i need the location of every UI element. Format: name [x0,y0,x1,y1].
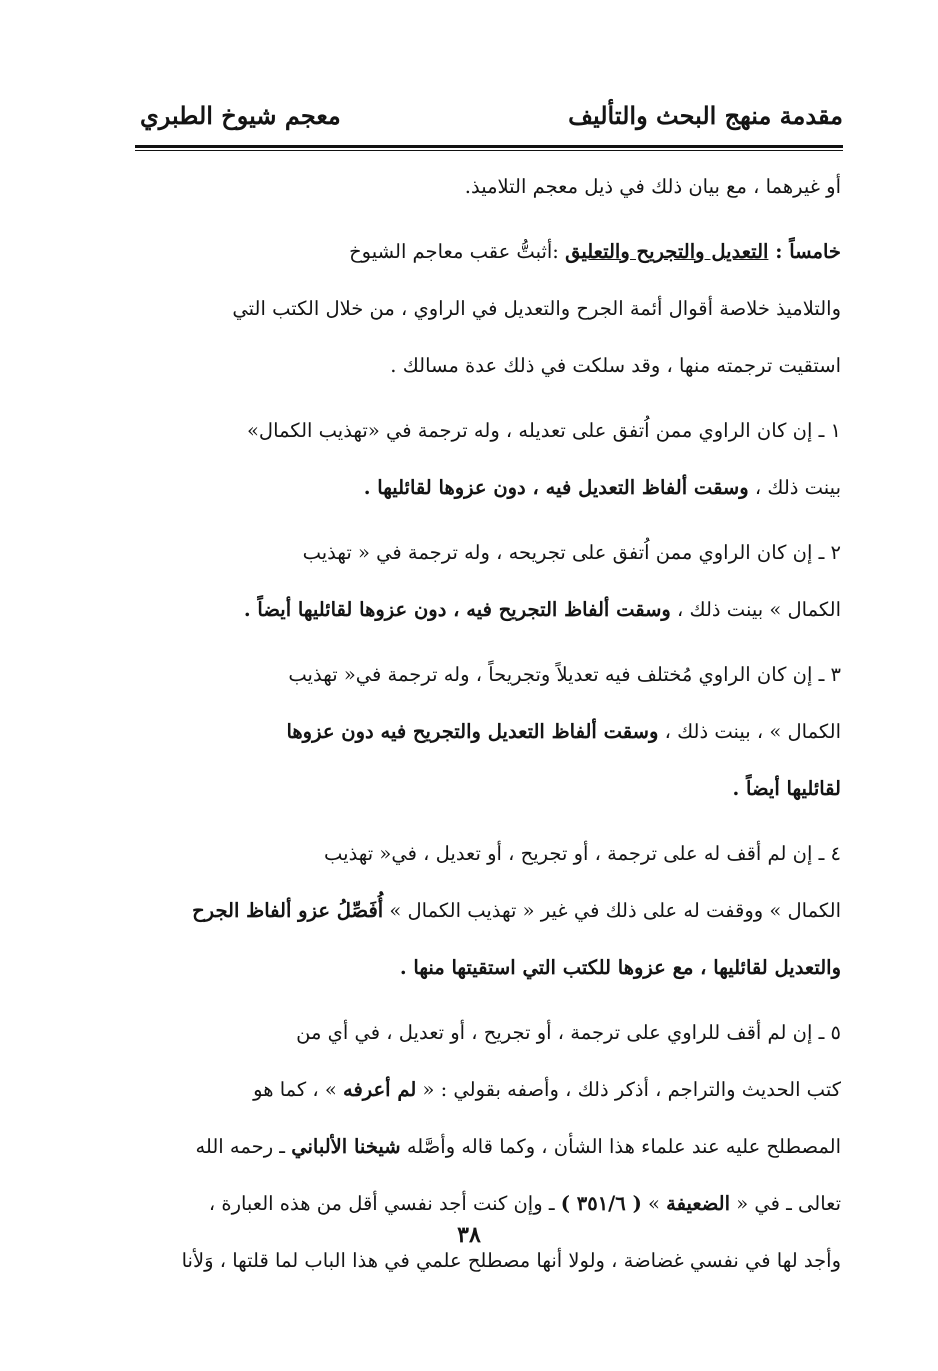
text-line [136,280,841,337]
header-left-title: معجم شيوخ الطبري [140,101,341,130]
bold-text: وسقت ألفاظ التجريح فيه ، دون عزوها لقائليها أيضاً . [243,598,671,621]
header-right-title: مقدمة منهج البحث والتأليف [568,101,843,130]
text-run: استقيت ترجمته منها ، وقد سلكت في ذلك عدة مسالك . [390,354,841,377]
text-run: ٥ ـ إن لم أقف للراوي على ترجمة ، أو تجريح ، أو تعديل ، في أي من [296,1021,841,1044]
text-line [136,1118,841,1175]
text-line [136,459,841,516]
bold-text: وسقت ألفاظ التعديل والتجريح فيه دون عزوها [286,720,659,743]
text-run: :أثبتُّ عقب معاجم الشيوخ [349,240,566,263]
text-line [136,882,841,939]
text-run: كتب الحديث والتراجم ، أذكر ذلك ، وأصفه بقولي : « [416,1078,841,1101]
text-run: » ، كما هو [253,1078,344,1101]
underlined-heading: التعديل والتجريح والتعليق [565,240,769,263]
text-run: ـ وإن كنت أجد نفسي أقل من هذه العبارة ، [208,1192,561,1215]
text-run: الكمال » بينت ذلك ، [670,598,841,621]
bold-text: شيخنا الألباني [291,1135,401,1158]
text-run: بينت ذلك ، [748,476,841,499]
bold-text: الضعيفة [666,1192,731,1215]
text-run: تعالى ـ في « [730,1192,841,1215]
text-line [136,581,841,638]
bold-text: أُفَصِّلُ عزو ألفاظ الجرح [192,899,384,922]
text-line [136,1004,841,1061]
text-run: وأجد لها في نفسي غضاضة ، ولولا أنها مصطلح علمي في هذا الباب لما قلتها ، وَلأنا [181,1249,841,1272]
bold-text: ( ٣٥١/٦ ) [560,1192,642,1215]
text-run: ٤ ـ إن لم أقف له على ترجمة ، أو تجريح ، أو تعديل ، في« تهذيب [324,842,841,865]
text-run: ٢ ـ إن كان الراوي ممن اُتفق على تجريحه ، وله ترجمة في « تهذيب [302,541,841,564]
bold-text: وسقت ألفاظ التعديل فيه ، دون عزوها لقائليها . [363,476,749,499]
text-line [136,939,841,996]
text-line [136,646,841,703]
text-line [136,825,841,882]
running-header [140,101,843,143]
text-run: أو غيرهما ، مع بيان ذلك في ذيل معجم التلاميذ. [464,175,841,198]
bold-text: والتعديل لقائليها ، مع عزوها للكتب التي استقيتها منها . [399,956,841,979]
text-run: الكمال » ، بينت ذلك ، [658,720,841,743]
text-line [136,223,841,280]
bold-text: لقائليها أيضاً . [732,777,841,800]
text-line [136,524,841,581]
text-run: ـ رحمه الله [195,1135,292,1158]
text-line [136,760,841,817]
text-run: والتلاميذ خلاصة أقوال أئمة الجرح والتعديل في الراوي ، من خلال الكتب التي [232,297,841,320]
text-run: ١ ـ إن كان الراوي ممن اُتفق على تعديله ، وله ترجمة في «تهذيب الكمال» [246,419,841,442]
bold-text: خامساً : [768,240,841,263]
bold-text: لم أعرفه [343,1078,417,1101]
header-rule-thick [135,145,843,148]
text-line [136,1061,841,1118]
text-run: الكمال » ووقفت له على ذلك في غير « تهذيب الكمال » [383,899,841,922]
text-run: ٣ ـ إن كان الراوي مُختلف فيه تعديلاً وتجريحاً ، وله ترجمة في« تهذيب [288,663,841,686]
page-number: ٣٨ [457,1222,481,1248]
text-line [136,158,841,215]
header-rule-thin [135,150,843,151]
text-line [136,402,841,459]
text-line [136,337,841,394]
text-run: » [641,1192,667,1215]
body-text [136,158,841,1289]
text-run: المصطلح عليه عند علماء هذا الشأن ، وكما قاله وأصَّله [400,1135,841,1158]
text-line [136,703,841,760]
